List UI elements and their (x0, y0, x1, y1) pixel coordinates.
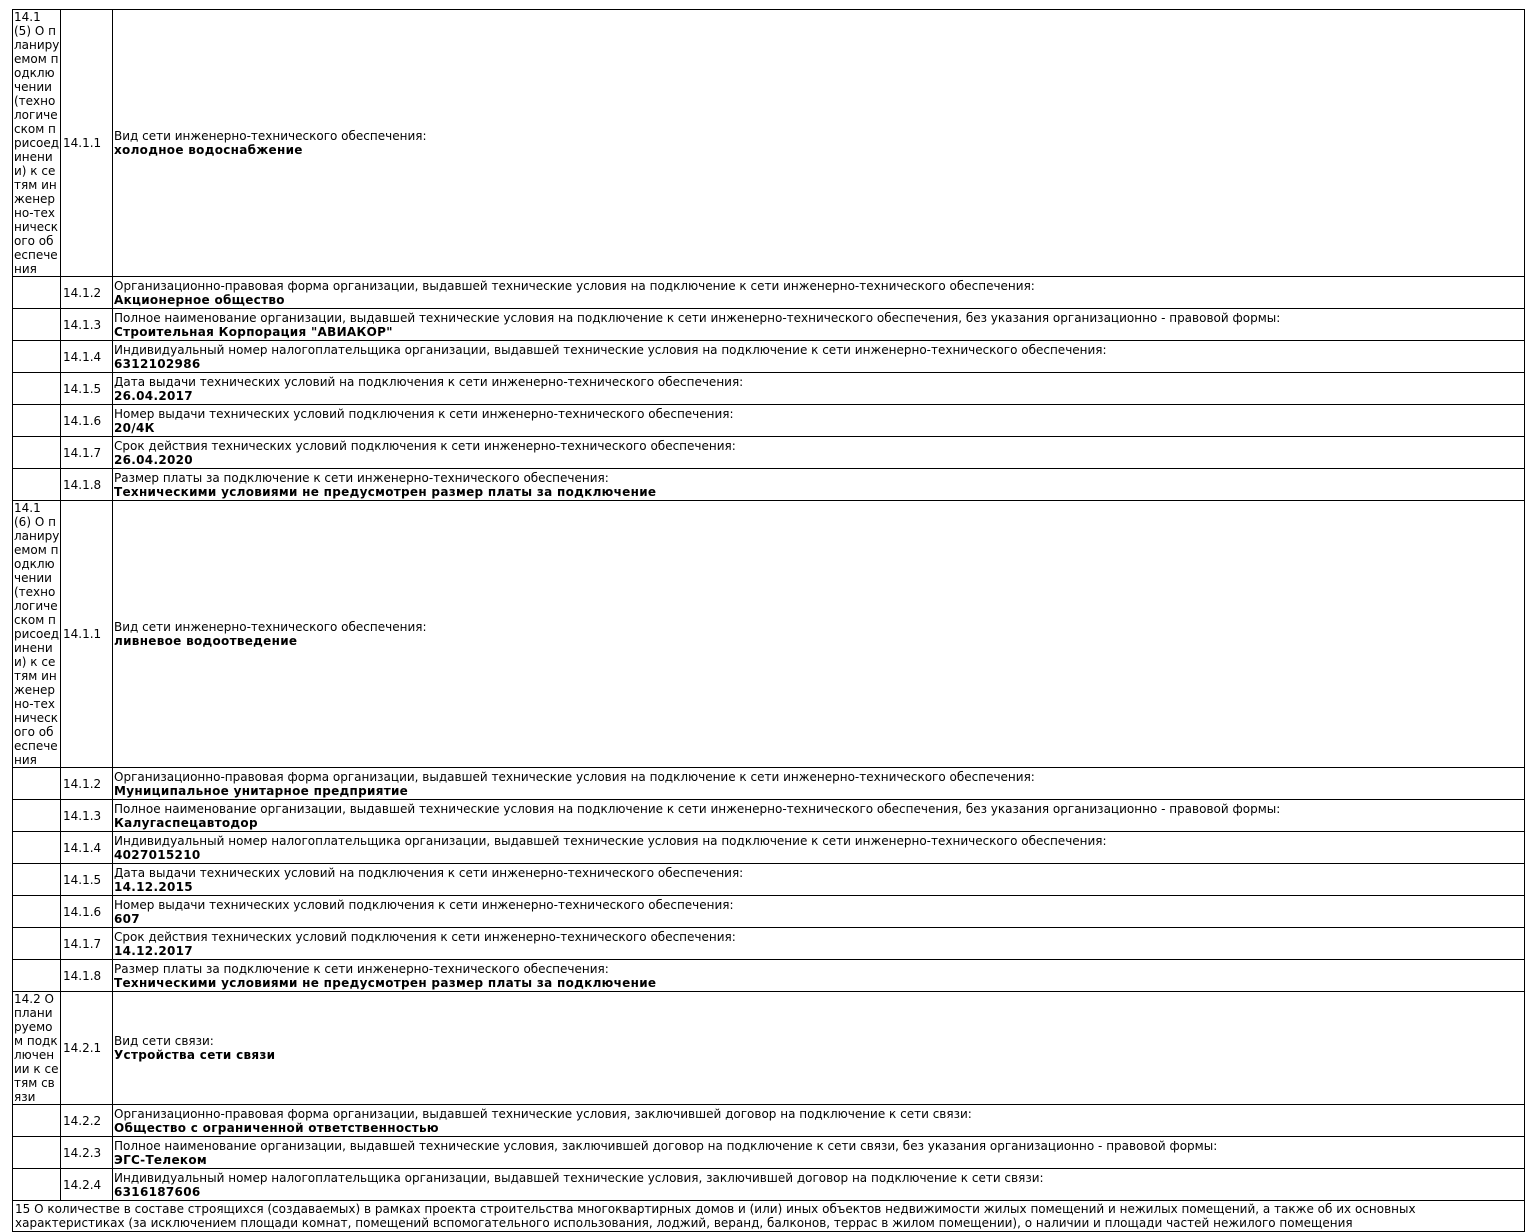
table-row (13, 1137, 1525, 1169)
item-number: 14.2.4 (61, 1169, 113, 1201)
empty-cell (13, 896, 61, 928)
item-number: 14.1.4 (61, 832, 113, 864)
table-row (13, 405, 1525, 437)
empty-cell (13, 928, 61, 960)
item-value: Калугаспецавтодор (114, 815, 258, 830)
item-number: 14.1.6 (61, 896, 113, 928)
item-label: Срок действия технических условий подключения к сети инженерно-технического обеспечения: (114, 929, 736, 944)
item-value: 6312102986 (114, 356, 201, 371)
item-value: 26.04.2020 (114, 452, 193, 467)
table-row (13, 832, 1525, 864)
empty-cell (13, 1137, 61, 1169)
item-value: Муниципальное унитарное предприятие (114, 783, 409, 798)
table-row (13, 896, 1525, 928)
item-number: 14.1.7 (61, 437, 113, 469)
item-number: 14.1.2 (61, 277, 113, 309)
table-row (13, 10, 1525, 277)
item-value: Техническими условиями не предусмотрен размер платы за подключение (114, 484, 657, 499)
item-content (113, 501, 1525, 768)
item-number: 14.2.3 (61, 1137, 113, 1169)
item-value: Общество с ограниченной ответственностью (114, 1120, 439, 1135)
item-content (113, 992, 1525, 1105)
item-label: Размер платы за подключение к сети инженерно-технического обеспечения: (114, 470, 609, 485)
table-row (13, 800, 1525, 832)
item-value: Акционерное общество (114, 292, 285, 307)
item-label: Номер выдачи технических условий подключения к сети инженерно-технического обеспечения: (114, 406, 734, 421)
item-number: 14.1.6 (61, 405, 113, 437)
table-row (13, 768, 1525, 800)
table-row (13, 309, 1525, 341)
item-value: Строительная Корпорация "АВИАКОР" (114, 324, 393, 339)
section-title: 14.1 (5) О планируемом подключении (технологическом присоединении) к сетям инженерно-технического обеспечения (14, 10, 60, 276)
empty-cell (13, 960, 61, 992)
item-label: Вид сети связи: (114, 1034, 214, 1048)
item-content (113, 373, 1525, 405)
item-number: 14.1.8 (61, 960, 113, 992)
section-title: 14.2 О планируемом подключении к сетям связи (13, 992, 61, 1105)
item-value: 4027015210 (114, 847, 201, 862)
empty-cell (13, 864, 61, 896)
item-content (113, 928, 1525, 960)
item-label: Полное наименование организации, выдавшей технические условия на подключение к сети инженерно-технического обеспечения, без указания организационно - правовой формы: (114, 801, 1281, 816)
item-content (113, 10, 1525, 277)
table-row (13, 928, 1525, 960)
section-title: 14.1 (6) О планируемом подключении (технологическом присоединении) к сетям инженерно-технического обеспечения (14, 501, 60, 767)
item-content (113, 832, 1525, 864)
item-number: 14.1.5 (61, 373, 113, 405)
item-value: Устройства сети связи (114, 1048, 276, 1062)
table-row (13, 501, 1525, 768)
empty-cell (13, 1169, 61, 1201)
item-value: холодное водоснабжение (114, 143, 303, 157)
empty-cell (13, 832, 61, 864)
item-content (113, 800, 1525, 832)
empty-cell (13, 277, 61, 309)
item-content (113, 341, 1525, 373)
empty-cell (13, 309, 61, 341)
item-label: Полное наименование организации, выдавшей технические условия, заключившей договор на подключение к сети связи, без указания организационно - правовой формы: (114, 1138, 1218, 1153)
item-label: Дата выдачи технических условий на подключения к сети инженерно-технического обеспечения: (114, 865, 744, 880)
item-label: Индивидуальный номер налогоплательщика организации, выдавшей технические условия на подключение к сети инженерно-технического обеспечения: (114, 342, 1107, 357)
item-number: 14.1.1 (61, 10, 113, 277)
section-15-heading: 15 О количестве в составе строящихся (создаваемых) в рамках проекта строительства многоквартирных домов и (или) иных объектов недвижимости жилых помещений и нежилых помещений, а также об их основных характеристиках (за исключением площади комнат, помещений вспомогательного использования, лоджий, веранд, балконов, террас в жилом помещении), о наличии и площади частей нежилого помещения (13, 1201, 1525, 1232)
empty-cell (13, 341, 61, 373)
item-label: Номер выдачи технических условий подключения к сети инженерно-технического обеспечения: (114, 897, 734, 912)
table-row (13, 960, 1525, 992)
table-row (13, 1169, 1525, 1201)
item-content (113, 405, 1525, 437)
empty-cell (13, 437, 61, 469)
item-label: Организационно-правовая форма организации, выдавшей технические условия, заключившей договор на подключение к сети связи: (114, 1106, 972, 1121)
item-value: 607 (114, 911, 140, 926)
empty-cell (13, 373, 61, 405)
empty-cell (13, 469, 61, 501)
item-content (113, 896, 1525, 928)
declaration-table (12, 9, 1525, 1232)
item-content (113, 1169, 1525, 1201)
item-value: ЭГС-Телеком (114, 1152, 207, 1167)
item-content (113, 437, 1525, 469)
item-value: Техническими условиями не предусмотрен размер платы за подключение (114, 975, 657, 990)
item-label: Вид сети инженерно-технического обеспечения: (114, 620, 427, 634)
item-content (113, 864, 1525, 896)
item-number: 14.1.5 (61, 864, 113, 896)
item-label: Организационно-правовая форма организации, выдавшей технические условия на подключение к сети инженерно-технического обеспечения: (114, 278, 1035, 293)
empty-cell (13, 800, 61, 832)
item-label: Вид сети инженерно-технического обеспечения: (114, 129, 427, 143)
item-content (113, 277, 1525, 309)
table-row (13, 1201, 1525, 1232)
item-number: 14.1.3 (61, 309, 113, 341)
table-row (13, 469, 1525, 501)
item-number: 14.1.1 (61, 501, 113, 768)
item-label: Индивидуальный номер налогоплательщика организации, выдавшей технические условия на подключение к сети инженерно-технического обеспечения: (114, 833, 1107, 848)
item-value: ливневое водоотведение (114, 634, 298, 648)
item-value: 14.12.2015 (114, 879, 193, 894)
table-row (13, 277, 1525, 309)
item-content (113, 1105, 1525, 1137)
item-number: 14.2.1 (61, 992, 113, 1105)
empty-cell (13, 405, 61, 437)
empty-cell (13, 768, 61, 800)
table-row (13, 992, 1525, 1105)
item-content (113, 309, 1525, 341)
item-label: Размер платы за подключение к сети инженерно-технического обеспечения: (114, 961, 609, 976)
item-number: 14.2.2 (61, 1105, 113, 1137)
item-content (113, 1137, 1525, 1169)
item-label: Индивидуальный номер налогоплательщика организации, выдавшей технические условия, заключившей договор на подключение к сети связи: (114, 1170, 1044, 1185)
item-content (113, 960, 1525, 992)
item-number: 14.1.7 (61, 928, 113, 960)
item-number: 14.1.3 (61, 800, 113, 832)
item-label: Организационно-правовая форма организации, выдавшей технические условия на подключение к сети инженерно-технического обеспечения: (114, 769, 1035, 784)
table-row (13, 1105, 1525, 1137)
item-number: 14.1.4 (61, 341, 113, 373)
item-value: 20/4К (114, 420, 155, 435)
item-label: Срок действия технических условий подключения к сети инженерно-технического обеспечения: (114, 438, 736, 453)
item-content (113, 768, 1525, 800)
table-row (13, 373, 1525, 405)
item-label: Полное наименование организации, выдавшей технические условия на подключение к сети инженерно-технического обеспечения, без указания организационно - правовой формы: (114, 310, 1281, 325)
table-row (13, 864, 1525, 896)
table-row (13, 437, 1525, 469)
item-label: Дата выдачи технических условий на подключения к сети инженерно-технического обеспечения: (114, 374, 744, 389)
item-number: 14.1.8 (61, 469, 113, 501)
empty-cell (13, 1105, 61, 1137)
item-number: 14.1.2 (61, 768, 113, 800)
item-value: 26.04.2017 (114, 388, 193, 403)
item-content (113, 469, 1525, 501)
item-value: 14.12.2017 (114, 943, 193, 958)
item-value: 6316187606 (114, 1184, 201, 1199)
table-row (13, 341, 1525, 373)
